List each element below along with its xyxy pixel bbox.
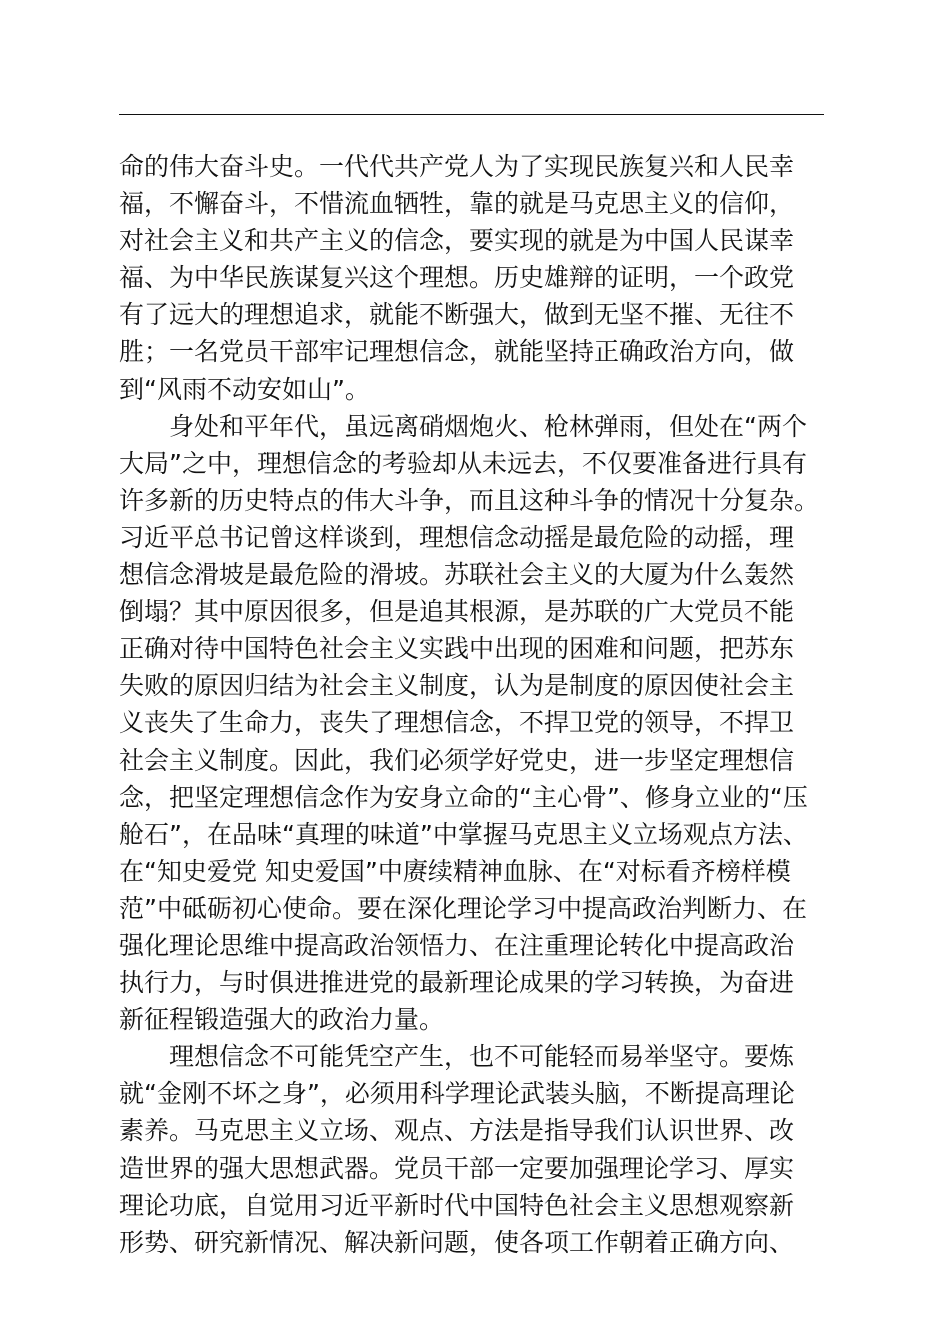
text-line: 素养。马克思主义立场、观点、方法是指导我们认识世界、改 (119, 1116, 795, 1146)
text-line: 习近平总书记曾这样谈到，理想信念动摇是最危险的动摇，理 (119, 522, 795, 552)
text-line: 命的伟大奋斗史。一代代共产党人为了实现民族复兴和人民幸 (119, 152, 795, 181)
text-line: 舱石”，在品味“真理的味道”中掌握马克思主义立场观点方法、 (119, 819, 808, 849)
text-line: 失败的原因归结为社会主义制度，认为是制度的原因使社会主 (119, 671, 795, 701)
text-line: 造世界的强大思想武器。党员干部一定要加强理论学习、厚实 (119, 1153, 795, 1183)
text-line: 形势、研究新情况、解决新问题，使各项工作朝着正确方向、 (119, 1227, 795, 1257)
text-line: 对社会主义和共产主义的信念，要实现的就是为中国人民谋幸 (119, 226, 795, 256)
text-line: 有了远大的理想追求，就能不断强大，做到无坚不摧、无往不 (119, 300, 795, 330)
text-line: 就“金刚不坏之身”，必须用科学理论武装头脑，不断提高理论 (119, 1079, 795, 1109)
text-line: 义丧失了生命力，丧失了理想信念，不捍卫党的领导，不捍卫 (119, 708, 795, 738)
text-line: 执行力，与时俱进推进党的最新理论成果的学习转换，为奋进 (119, 968, 795, 998)
text-line: 范”中砥砺初心使命。要在深化理论学习中提高政治判断力、在 (119, 893, 807, 923)
text-line: 理想信念不可能凭空产生，也不可能轻而易举坚守。要炼 (119, 1042, 795, 1072)
body-text (119, 148, 831, 1261)
text-line: 福，不懈奋斗，不惜流血牺牲，靠的就是马克思主义的信仰， (119, 189, 795, 219)
header-rule (119, 114, 824, 115)
text-line: 强化理论思维中提高政治领悟力、在注重理论转化中提高政治 (119, 930, 795, 960)
text-line: 大局”之中，理想信念的考验却从未远去，不仅要准备进行具有 (119, 448, 807, 478)
text-line: 正确对待中国特色社会主义实践中出现的困难和问题，把苏东 (119, 634, 795, 664)
text-line: 新征程锻造强大的政治力量。 (119, 1005, 445, 1035)
text-line: 福、为中华民族谋复兴这个理想。历史雄辩的证明，一个政党 (119, 263, 795, 293)
text-line: 理论功底，自觉用习近平新时代中国特色社会主义思想观察新 (119, 1190, 795, 1220)
text-line: 想信念滑坡是最危险的滑坡。苏联社会主义的大厦为什么轰然 (119, 560, 795, 590)
text-line: 倒塌？其中原因很多，但是追其根源，是苏联的广大党员不能 (119, 597, 795, 627)
text-line: 在“知史爱党 知史爱国”中赓续精神血脉、在“对标看齐榜样模 (119, 856, 791, 886)
text-line: 社会主义制度。因此，我们必须学好党史，进一步坚定理想信 (119, 745, 795, 775)
text-line: 胜；一名党员干部牢记理想信念，就能坚持正确政治方向，做 (119, 337, 795, 367)
text-line: 许多新的历史特点的伟大斗争，而且这种斗争的情况十分复杂。 (119, 485, 820, 515)
text-line: 到“风雨不动安如山”。 (119, 374, 370, 404)
text-line: 念，把坚定理想信念作为安身立命的“主心骨”、修身立业的“压 (119, 782, 808, 812)
text-line: 身处和平年代，虽远离硝烟炮火、枪林弹雨，但处在“两个 (119, 411, 807, 441)
